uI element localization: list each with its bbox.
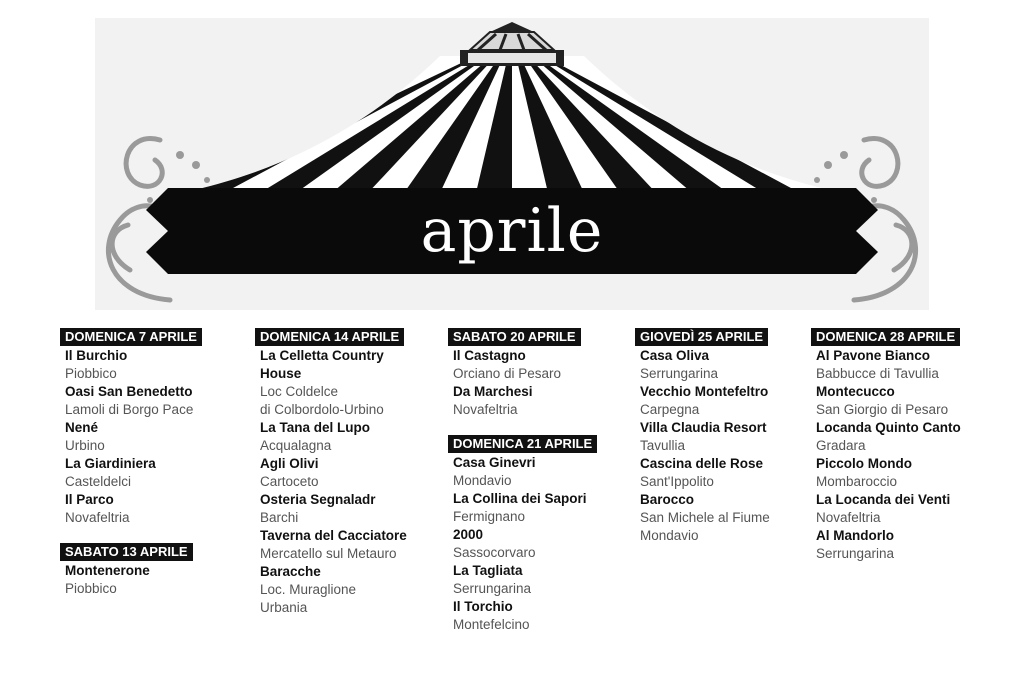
- venue-location: Novafeltria: [816, 510, 881, 525]
- date-group: [635, 328, 825, 545]
- venue-name: Casa Oliva: [640, 348, 710, 363]
- venue-location: Carpegna: [640, 402, 700, 417]
- date-label: DOMENICA 21 APRILE: [448, 435, 597, 453]
- calendar-column: [811, 328, 1001, 579]
- calendar-column: [448, 328, 638, 650]
- venue-name: La Celletta Country: [260, 348, 384, 363]
- venue-name: Montenerone: [65, 563, 150, 578]
- venue-name: Agli Olivi: [260, 456, 319, 471]
- venue-location: Sassocorvaro: [453, 545, 536, 560]
- venue-name: La Collina dei Sapori: [453, 491, 587, 506]
- venue-name: Vecchio Montefeltro: [640, 384, 769, 399]
- venue-location: Urbino: [65, 438, 105, 453]
- venue-name: La Tagliata: [453, 563, 523, 578]
- date-label: DOMENICA 28 APRILE: [811, 328, 960, 346]
- venue-name: Il Torchio: [453, 599, 513, 614]
- date-label: DOMENICA 14 APRILE: [255, 328, 404, 346]
- venue-location: Serrungarina: [816, 546, 895, 561]
- venue-location: Lamoli di Borgo Pace: [65, 402, 194, 417]
- venue-name: Cascina delle Rose: [640, 456, 764, 471]
- venue-location: Urbania: [260, 600, 308, 615]
- venue-location: Tavullia: [640, 438, 686, 453]
- venue-location: Mondavio: [453, 473, 512, 488]
- venue-location: Loc Coldelce: [260, 384, 339, 399]
- venue-location: Novafeltria: [65, 510, 130, 525]
- date-group: [255, 328, 445, 617]
- date-label: DOMENICA 7 APRILE: [60, 328, 202, 346]
- date-label: SABATO 13 APRILE: [60, 543, 193, 561]
- venue-location: Barchi: [260, 510, 299, 525]
- venue-name: Barocco: [640, 492, 695, 507]
- venue-name: Taverna del Cacciatore: [260, 528, 407, 543]
- venue-name: Da Marchesi: [453, 384, 533, 399]
- venue-location: Piobbico: [65, 366, 117, 381]
- venue-name: Montecucco: [816, 384, 895, 399]
- venue-name: Casa Ginevri: [453, 455, 536, 470]
- venue-location: Mombaroccio: [816, 474, 898, 489]
- venue-location: Gradara: [816, 438, 866, 453]
- venue-name: La Locanda dei Venti: [816, 492, 951, 507]
- date-group: [811, 328, 1001, 563]
- date-group: [60, 328, 250, 527]
- venue-name: Baracche: [260, 564, 321, 579]
- venue-location: Piobbico: [65, 581, 117, 596]
- venue-name: 2000: [453, 527, 484, 542]
- venue-location: Montefelcino: [453, 617, 530, 632]
- date-label: GIOVEDÌ 25 APRILE: [635, 328, 768, 346]
- venue-location: San Michele al Fiume: [640, 510, 770, 525]
- date-group: [448, 435, 638, 634]
- venue-name: Al Mandorlo: [816, 528, 894, 543]
- page-title: aprile: [420, 196, 604, 266]
- venue-name: Il Burchio: [65, 348, 128, 363]
- venue-location: di Colbordolo-Urbino: [260, 402, 384, 417]
- venue-location: Serrungarina: [453, 581, 532, 596]
- venue-name: House: [260, 366, 302, 381]
- venue-name: Locanda Quinto Canto: [816, 420, 961, 435]
- venue-name: Il Parco: [65, 492, 114, 507]
- venue-name: Nené: [65, 420, 99, 435]
- venue-location: Serrungarina: [640, 366, 719, 381]
- venue-location: San Giorgio di Pesaro: [816, 402, 949, 417]
- venue-name: Il Castagno: [453, 348, 526, 363]
- venue-name: Al Pavone Bianco: [816, 348, 931, 363]
- venue-location: Sant'Ippolito: [640, 474, 714, 489]
- venue-location: Mondavio: [640, 528, 699, 543]
- venue-location: Acqualagna: [260, 438, 332, 453]
- venue-name: Oasi San Benedetto: [65, 384, 193, 399]
- calendar-column: [635, 328, 825, 561]
- date-label: SABATO 20 APRILE: [448, 328, 581, 346]
- venue-location: Babbucce di Tavullia: [816, 366, 939, 381]
- venue-location: Casteldelci: [65, 474, 132, 489]
- date-group: [448, 328, 638, 419]
- venue-location: Orciano di Pesaro: [453, 366, 562, 381]
- venue-location: Cartoceto: [260, 474, 319, 489]
- venue-location: Novafeltria: [453, 402, 518, 417]
- venue-location: Loc. Muraglione: [260, 582, 357, 597]
- venue-name: Osteria Segnaladr: [260, 492, 376, 507]
- date-group: [60, 543, 250, 598]
- venue-name: Villa Claudia Resort: [640, 420, 767, 435]
- calendar-column: [60, 328, 250, 614]
- venue-name: La Giardiniera: [65, 456, 156, 471]
- calendar-column: [255, 328, 445, 633]
- venue-name: La Tana del Lupo: [260, 420, 371, 435]
- venue-name: Piccolo Mondo: [816, 456, 912, 471]
- venue-location: Fermignano: [453, 509, 526, 524]
- venue-location: Mercatello sul Metauro: [260, 546, 397, 561]
